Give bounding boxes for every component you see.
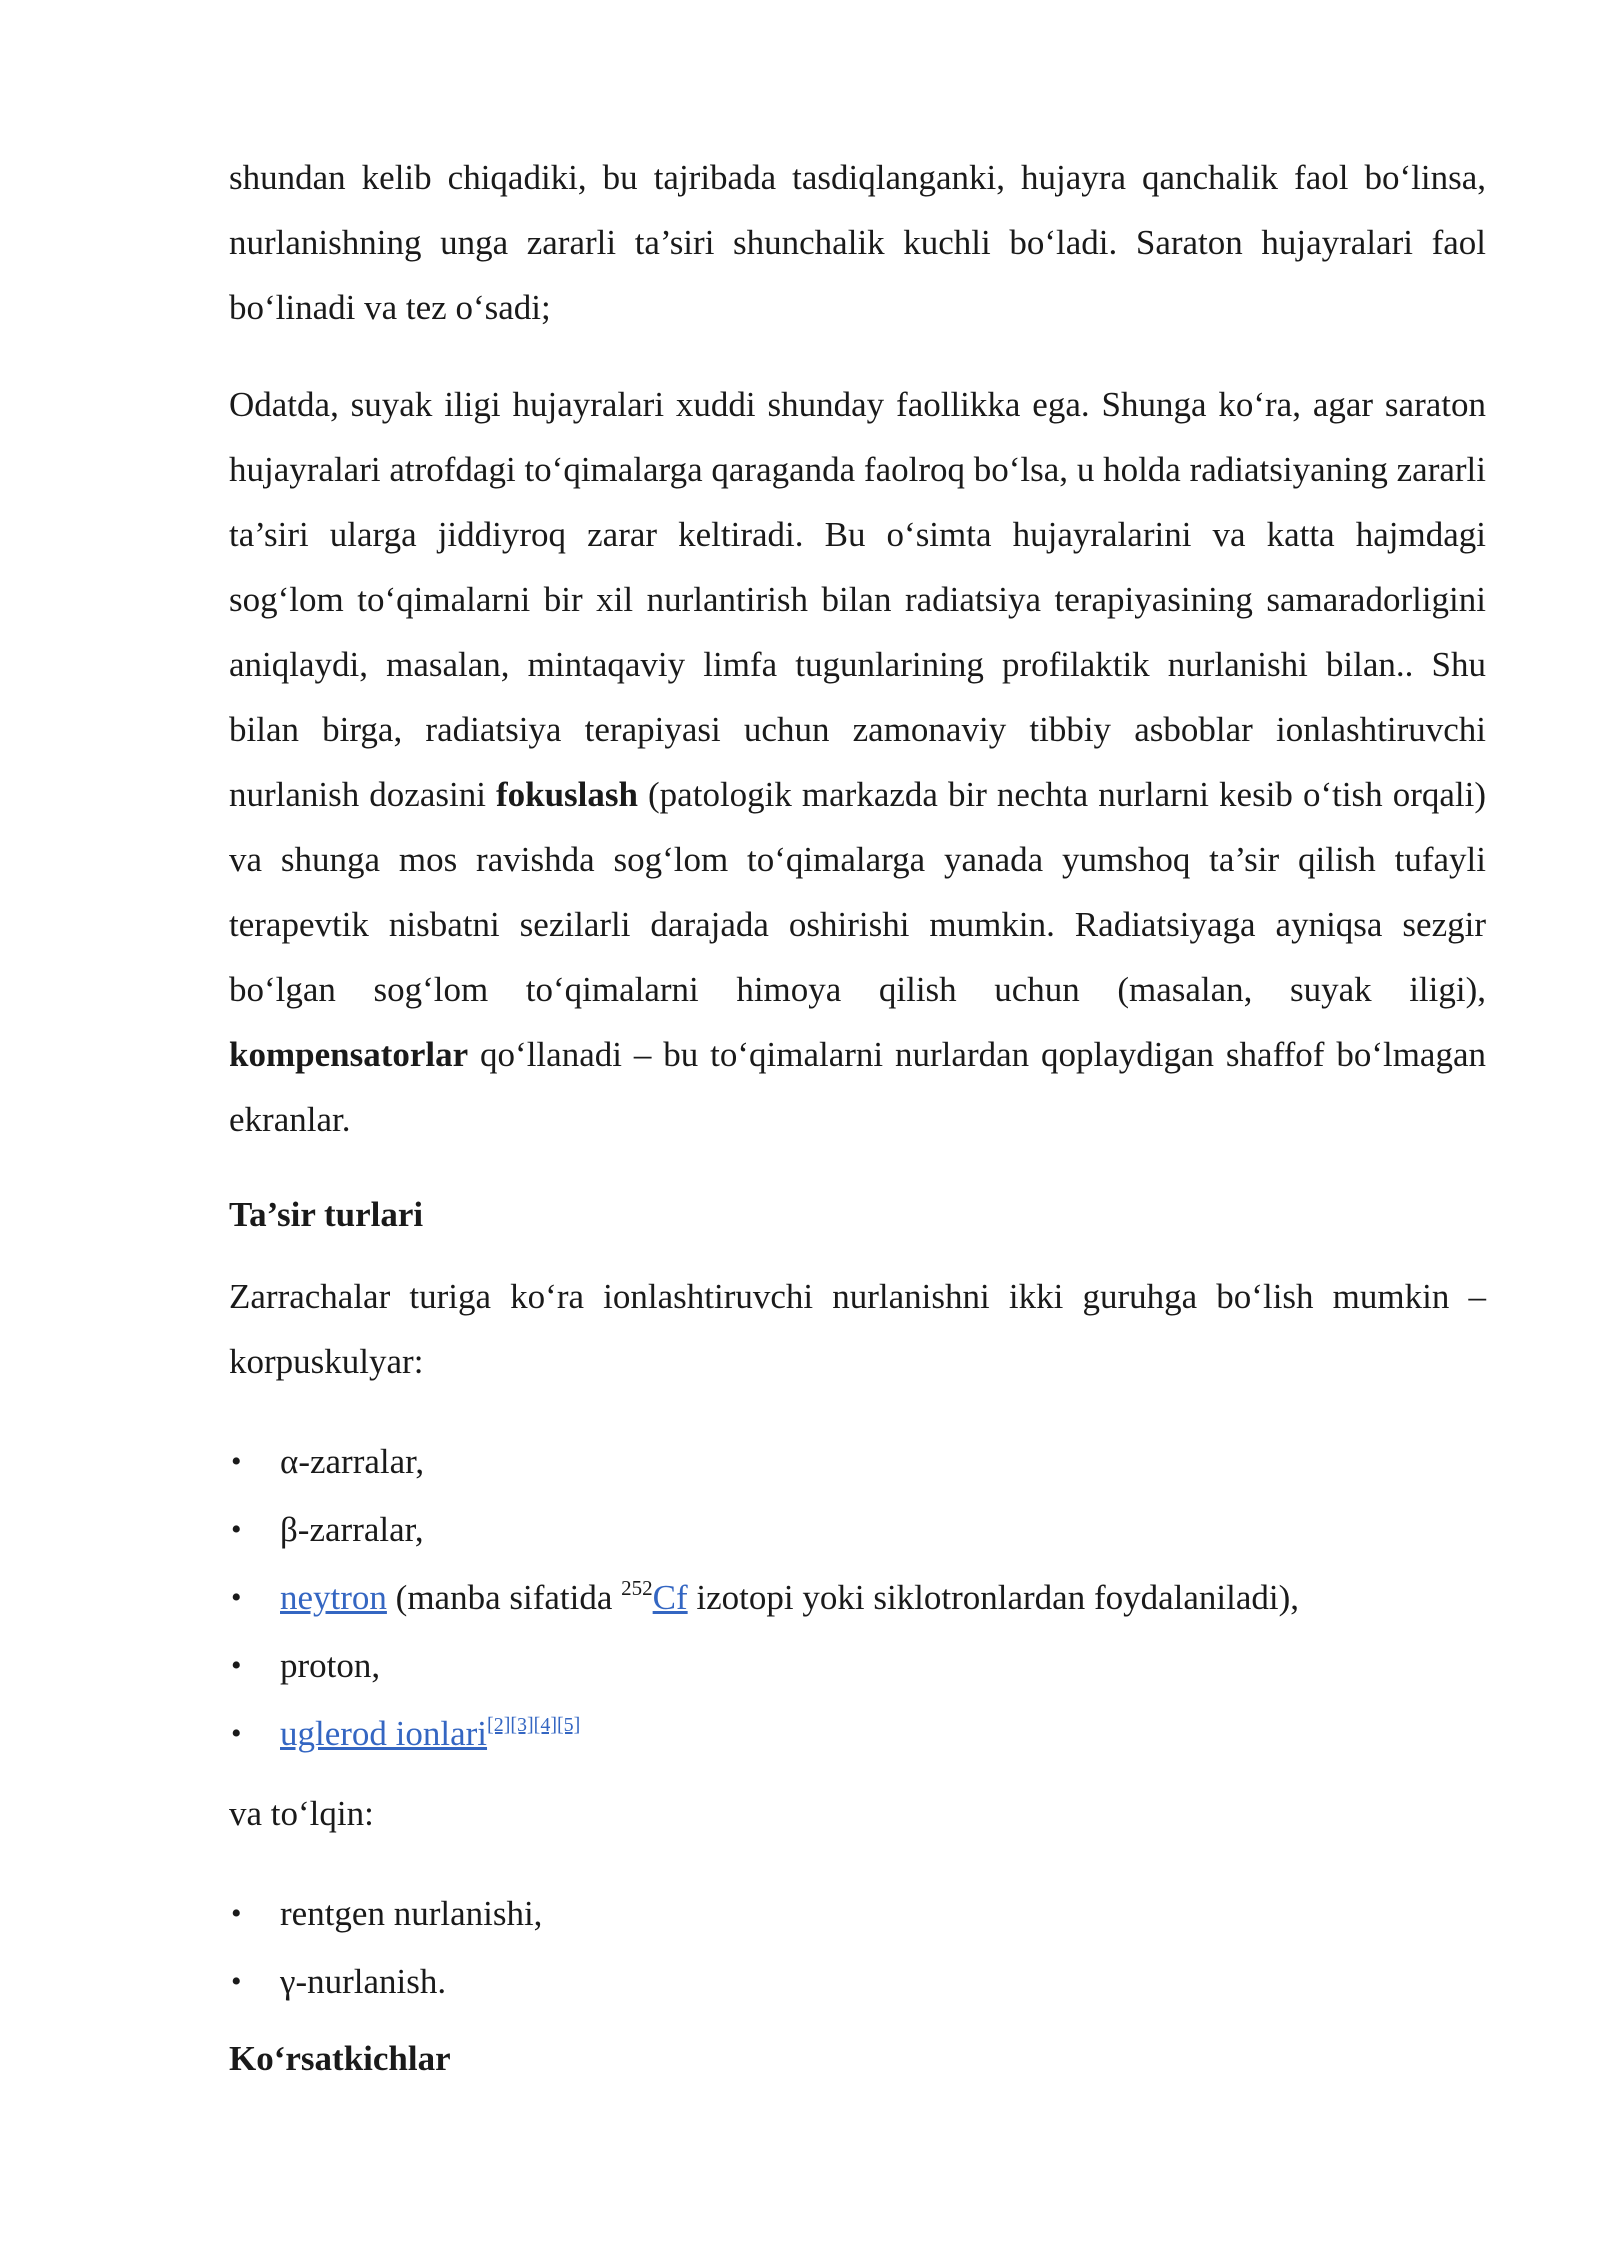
corpuscular-list: [229, 1428, 1486, 1768]
paragraph-intro: Zarrachalar turiga ko‘ra ionlashtiruvchi nurlanishni ikki guruhga bo‘lish mumkin – korpuskulyar:: [229, 1277, 1486, 1381]
list-item-text: α-zarralar,: [280, 1442, 425, 1481]
paragraph-text: (patologik markazda bir nechta nurlarni kesib o‘tish orqali) va shunga mos ravishda sog‘lom to‘qimalarga yanada yumshoq ta’sir qilish tufayli terapevtik nisbatni sezilarli darajada oshirishi mumkin. Radiatsiyaga ayniqsa sezgir bo‘lgan sog‘lom to‘qimalarni himoya qilish uchun (masalan, suyak iligi),: [229, 775, 1487, 1009]
bullet-icon: •: [231, 1965, 242, 1998]
paragraph-text: qo‘llanadi – bu to‘qimalarni nurlardan qoplaydigan shaffof bo‘lmagan ekranlar.: [229, 1035, 1486, 1139]
paragraph-text: Odatda, suyak iligi hujayralari xuddi shunday faollikka ega. Shunga ko‘ra, agar saraton hujayralari atrofdagi to‘qimalarga qaraganda faolroq bo‘lsa, u holda radiatsiyaning zararli ta’siri ularga jiddiyroq zarar keltiradi. Bu o‘simta hujayralarini va katta hajmdagi sog‘lom to‘qimalarni bir xil nurlantirish bilan radiatsiya terapiyasining samaradorligini aniqlaydi, masalan, mintaqaviy limfa tugunlarining profilaktik nurlanishi bilan.. Shu bilan birga, radiatsiya terapiyasi uchun zamonaviy tibbiy asboblar ionlashtiruvchi nurlanish dozasini: [229, 385, 1486, 814]
bullet-icon: •: [231, 1897, 242, 1930]
paragraph-wave-intro: va to‘lqin:: [229, 1794, 374, 1833]
bullet-icon: •: [231, 1445, 242, 1478]
list-item-text: izotopi yoki siklotronlardan foydalaniladi),: [687, 1578, 1300, 1617]
list-item-text: proton,: [280, 1646, 381, 1685]
list-item-text: γ-nurlanish.: [280, 1962, 447, 2001]
bullet-icon: •: [231, 1717, 242, 1750]
list-item-text: (manba sifatida: [386, 1578, 622, 1617]
list-item-text: β-zarralar,: [280, 1510, 424, 1549]
term-fokuslash: fokuslash: [495, 775, 638, 814]
wave-list: [229, 1880, 1486, 2016]
list-item: [229, 1700, 1486, 1768]
list-item: [229, 1880, 1486, 1948]
list-item: [229, 1948, 1486, 2016]
reference-links[interactable]: [2][3][4][5]: [487, 1714, 581, 1736]
link-uglerod-ionlari[interactable]: uglerod ionlari: [280, 1714, 488, 1753]
bullet-icon: •: [231, 1649, 242, 1682]
paragraph-radiation-therapy: [229, 372, 1486, 1152]
paragraph-cell-division: shundan kelib chiqadiki, bu tajribada tasdiqlanganki, hujayra qanchalik faol bo‘linsa, nurlanishning unga zararli ta’siri shunchalik kuchli bo‘ladi. Saraton hujayralari faol bo‘linadi va tez o‘sadi;: [229, 158, 1486, 327]
document-page: [229, 145, 1486, 2091]
term-kompensatorlar: kompensatorlar: [229, 1035, 469, 1074]
link-cf[interactable]: Cf: [652, 1578, 688, 1617]
bullet-icon: •: [231, 1513, 242, 1546]
list-item: [229, 1564, 1486, 1632]
section-heading-tasir-turlari: Ta’sir turlari: [229, 1195, 424, 1234]
list-item-text: rentgen nurlanishi,: [280, 1894, 543, 1933]
section-heading-korsatkichlar: Ko‘rsatkichlar: [229, 2039, 451, 2078]
link-neytron[interactable]: neytron: [280, 1578, 387, 1617]
list-item: [229, 1496, 1486, 1564]
bullet-icon: •: [231, 1581, 242, 1614]
isotope-mass-number: 252: [621, 1576, 653, 1600]
list-item: [229, 1632, 1486, 1700]
list-item: [229, 1428, 1486, 1496]
